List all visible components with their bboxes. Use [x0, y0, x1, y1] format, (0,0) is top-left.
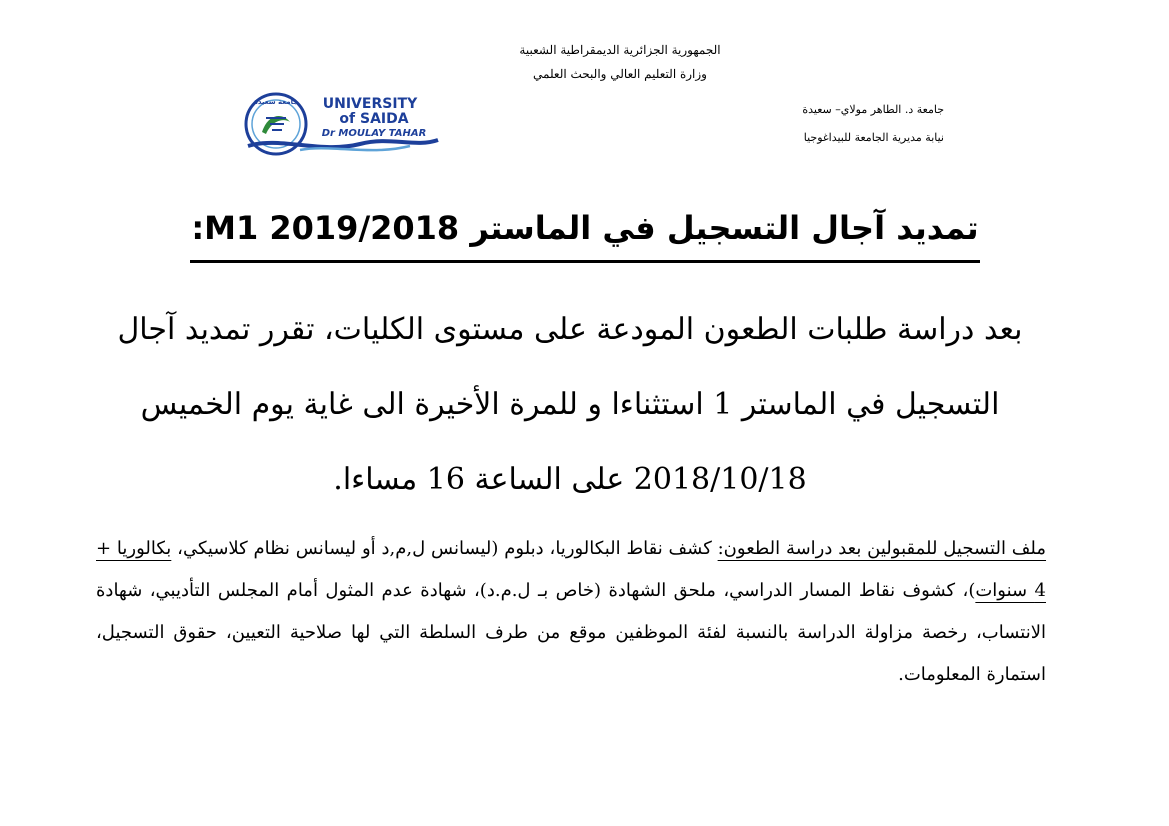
header-university-block	[644, 96, 944, 152]
logo-arabic-lettering: جامعة سعيدة	[253, 98, 299, 106]
ministry-name: وزارة التعليم العالي والبحث العلمي	[533, 67, 707, 81]
university-name-ar: جامعة د. الطاهر مولاي– سعيدة	[802, 103, 944, 116]
details-underlined: بكالوريا + 4 سنوات	[96, 538, 1046, 601]
announcement-text: بعد دراسة طلبات الطعون المودعة على مستوى الكليات، تقرر تمديد آجال التسجيل في الماستر 1 استثناءا و للمرة الأخيرة الى غاية يوم الخميس 2018/10/18 على الساعة 16 مساءا.	[117, 312, 1023, 497]
details-label: ملف التسجيل للمقبولين بعد دراسة الطعون:	[717, 538, 1047, 559]
details-part1: كشف نقاط البكالوريا، دبلوم (ليسانس ل,م,د أو ليسانس نظام كلاسيكي،	[171, 538, 718, 559]
republic-name: الجمهورية الجزائرية الديمقراطية الشعبية	[519, 43, 721, 57]
university-logo	[240, 88, 440, 158]
registration-file-details	[96, 528, 1046, 696]
vice-rectorate-name: نيابة مديرية الجامعة للبيداغوجيا	[803, 131, 944, 144]
page-title: تمديد آجال التسجيل في الماستر M1 2019/2018:	[190, 196, 980, 263]
logo-text-dr-moulay-tahar: Dr MOULAY TAHAR	[321, 128, 427, 139]
university-logo-graphic	[240, 88, 440, 158]
header-ministry-block	[480, 38, 760, 86]
details-part2: )، كشوف نقاط المسار الدراسي، ملحق الشهادة (خاص بـ ل.م.د)، شهادة عدم المثول أمام المجلس التأديبي، شهادة الانتساب، رخصة مزاولة الدراسة بالنسبة لفئة الموظفين موقع من طرف السلطة التي لها صلاحية التعيين، حقوق التسجيل، استمارة المعلومات.	[96, 580, 1046, 685]
logo-text-university: UNIVERSITY	[322, 96, 418, 112]
logo-text-of-saida: of SAIDA	[339, 111, 409, 127]
